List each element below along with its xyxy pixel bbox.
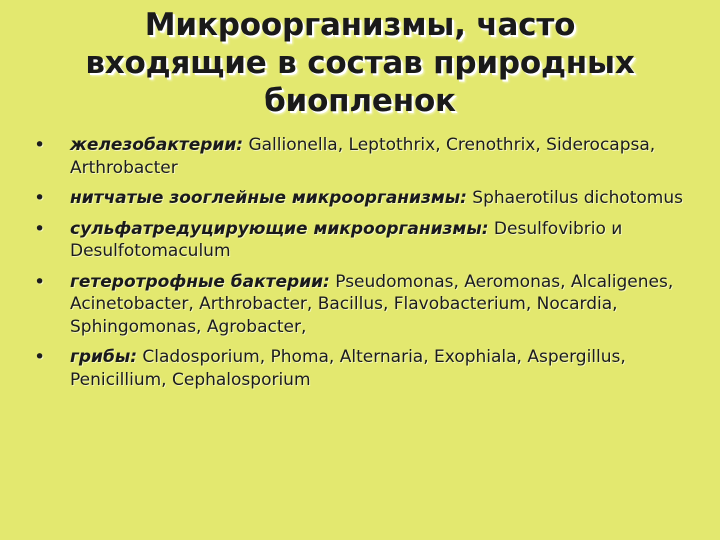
microorganism-list xyxy=(34,134,694,399)
bullet-icon: • xyxy=(34,187,46,209)
item-term: грибы: xyxy=(70,347,138,367)
list-item-sulfate-reducing xyxy=(34,218,694,263)
item-organisms: Cladosporium, Phoma, Alternaria, Exophiala, Aspergillus, Penicillium, Cephalosporium xyxy=(70,347,626,390)
slide-title xyxy=(20,6,700,120)
list-item-fungi xyxy=(34,346,694,391)
title-line-3: биопленок xyxy=(264,83,456,119)
title-line-1: Микроорганизмы, часто xyxy=(144,7,576,43)
title-line-2: входящие в состав природных xyxy=(85,45,635,81)
item-term: сульфатредуцирующие микроорганизмы: xyxy=(70,218,489,239)
item-term: железобактерии: xyxy=(70,135,244,155)
item-organisms: Desulfovibrio и Desulfotomaculum xyxy=(70,218,623,261)
bullet-icon: • xyxy=(34,346,46,368)
item-organisms: Sphaerotilus dichotomus xyxy=(466,188,684,208)
item-term: нитчатые зооглейные микроорганизмы: xyxy=(70,188,467,208)
bullet-icon: • xyxy=(34,134,46,156)
item-term: гетеротрофные бактерии: xyxy=(70,271,330,292)
item-organisms: Pseudomonas, Aeromonas, Alcaligenes, Acinetobacter, Arthrobacter, Bacillus, Flavobacterium, Nocardia, Sphingomonas, Agrobacter, xyxy=(70,271,674,337)
bullet-icon: • xyxy=(34,270,46,293)
list-item-filamentous-microorganisms xyxy=(34,187,694,210)
list-item-heterotrophic-bacteria xyxy=(34,271,694,339)
list-item-iron-bacteria xyxy=(34,134,694,179)
bullet-icon: • xyxy=(34,217,46,240)
item-organisms: Gallionella, Leptothrix, Crenothrix, Siderocapsa, Arthrobacter xyxy=(70,135,656,178)
